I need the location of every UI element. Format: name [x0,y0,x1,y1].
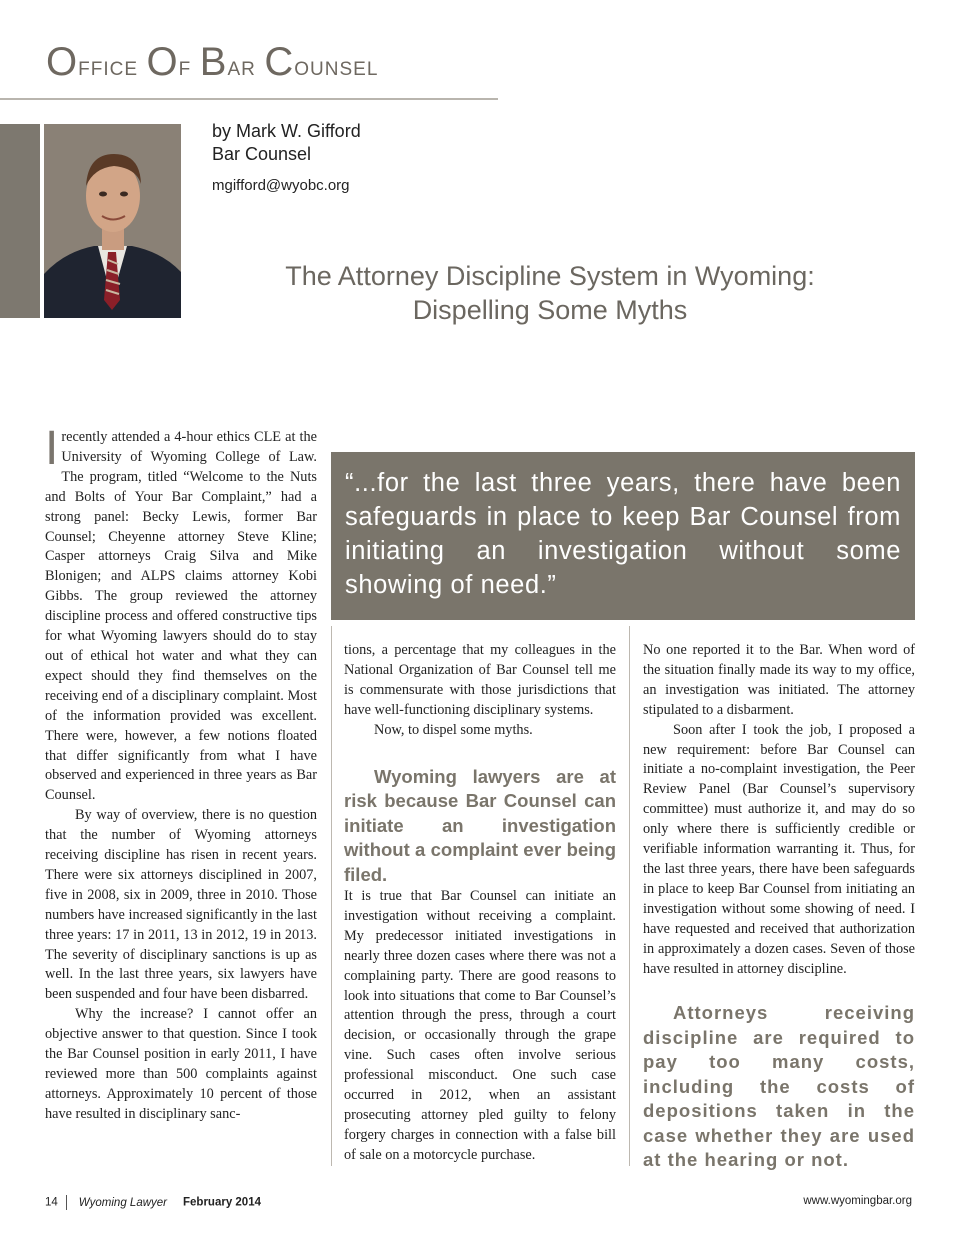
column-divider [629,626,630,1166]
paragraph: Why the increase? I cannot offer an objective answer to that question. Since I took the Bar Counsel position in early 2011, I have reviewed more than 500 complaints against attorneys. Approximately 10 percent of those have resulted in disciplinary sanc- [45,1006,317,1122]
drop-cap: I [45,422,59,475]
footer-separator [66,1195,67,1210]
paragraph: Soon after I took the job, I proposed a new requirement: before Bar Counsel can initiate a no-complaint investigation, the Peer Review Panel (Bar Counsel’s supervisory committee) must authorize it, and may do so only where there is sufficiently credible or verifiable information warranting it. Thus, for the last three years, there have been safeguards in place to keep Bar Counsel from initiating an investigation without some showing of need. I have requested and received that authorization in approximately a dozen cases. Seven of those have resulted in attorney discipline. [643,721,915,977]
article-title-line1: The Attorney Discipline System in Wyoming: [285,261,815,291]
myth-subheading: Attorneys receiving discipline are required to pay too many costs, including the costs of depositions taken in the case whether they are used at the hearing or not. [643,1002,915,1171]
author-name: by Mark W. Gifford [212,121,361,141]
footer-left [45,1195,261,1210]
author-email: mgifford@wyobc.org [212,177,350,194]
heading-rule [0,98,498,100]
paragraph: By way of overview, there is no question that the number of Wyoming attorneys receiving discipline has risen in recent years. There were six attorneys disciplined in 2007, five in 2008, six in 2009, three in 2010. Those numbers have increased significantly in the last three years: 17 in 2011, 13 in 2012, 19 in 2013. The severity of disciplinary sanctions is up as well. In the last three years, six lawyers have been suspended and four have been disbarred. [45,807,317,1003]
author-portrait-image [44,124,181,318]
article-title [230,259,870,327]
body-column-2 [344,641,616,1166]
footer-website: www.wyomingbar.org [803,1195,912,1207]
issue-date: February 2014 [183,1196,261,1209]
author-byline [212,120,361,197]
page-number: 14 [45,1196,58,1209]
magazine-name: Wyoming Lawyer [78,1196,167,1209]
pull-quote-text: “...for the last three years, there have been safeguards in place to keep Bar Counsel from initiating an investigation without some showing of need.” [345,469,901,599]
article-title-line2: Dispelling Some Myths [412,295,688,325]
author-role: Bar Counsel [212,144,312,164]
author-photo [44,124,181,318]
paragraph: Now, to dispel some myths. [374,721,533,738]
paragraph: recently attended a 4-hour ethics CLE at the University of Wyoming College of Law. The program, titled “Welcome to the Nuts and Bolts of Your Bar Complaint,” had a strong panel: Becky Lewis, former Bar Counsel; Cheyenne attorney Steve Kline; Casper attorneys Craig Silva and Mike Blonigen; and ALPS claims attorney Kobi Gibbs. The group reviewed the attorney discipline process and offered constructive tips for what Wyoming lawyers should do to stay out of ethical hot water and what they can expect should they find themselves on the receiving end of a disciplinary complaint. Most of the information provided was excellent. There were, however, a few notions floated that differ significantly from what I have observed and experienced in three years as Bar Counsel. [45,429,317,804]
myth-subheading: Wyoming lawyers are at risk because Bar Counsel can initiate an investigation without a complaint ever being filed. [344,765,616,885]
paragraph: No one reported it to the Bar. When word of the situation finally made its way to my office, an investigation was initiated. The attorney stipulated to a disbarment. [643,642,915,718]
column-divider [331,626,332,1166]
paragraph: It is true that Bar Counsel can initiate an investigation without receiving a complaint. My predecessor initiated investigations in nearly three dozen cases where there was not a complaining party. There are good reasons to look into situations that come to Bar Counsel’s attention through the press, through a court decision, or occasionally through the grape vine. Such cases often involve serious professional misconduct. One such case occurred in 2012, when an assistant prosecuting attorney pled guilty to felony forgery charges in connection with a false bill of sale on a motorcycle purchase. [344,888,616,1163]
side-accent-bar [0,124,40,318]
department-heading: Office Of Bar Counsel [46,40,379,84]
body-column-3 [643,641,915,1173]
paragraph: tions, a percentage that my colleagues in the National Organization of Bar Counsel tell me is commensurate with those jurisdictions that have well-functioning disciplinary systems. [344,642,616,718]
body-column-1 [45,422,317,1125]
